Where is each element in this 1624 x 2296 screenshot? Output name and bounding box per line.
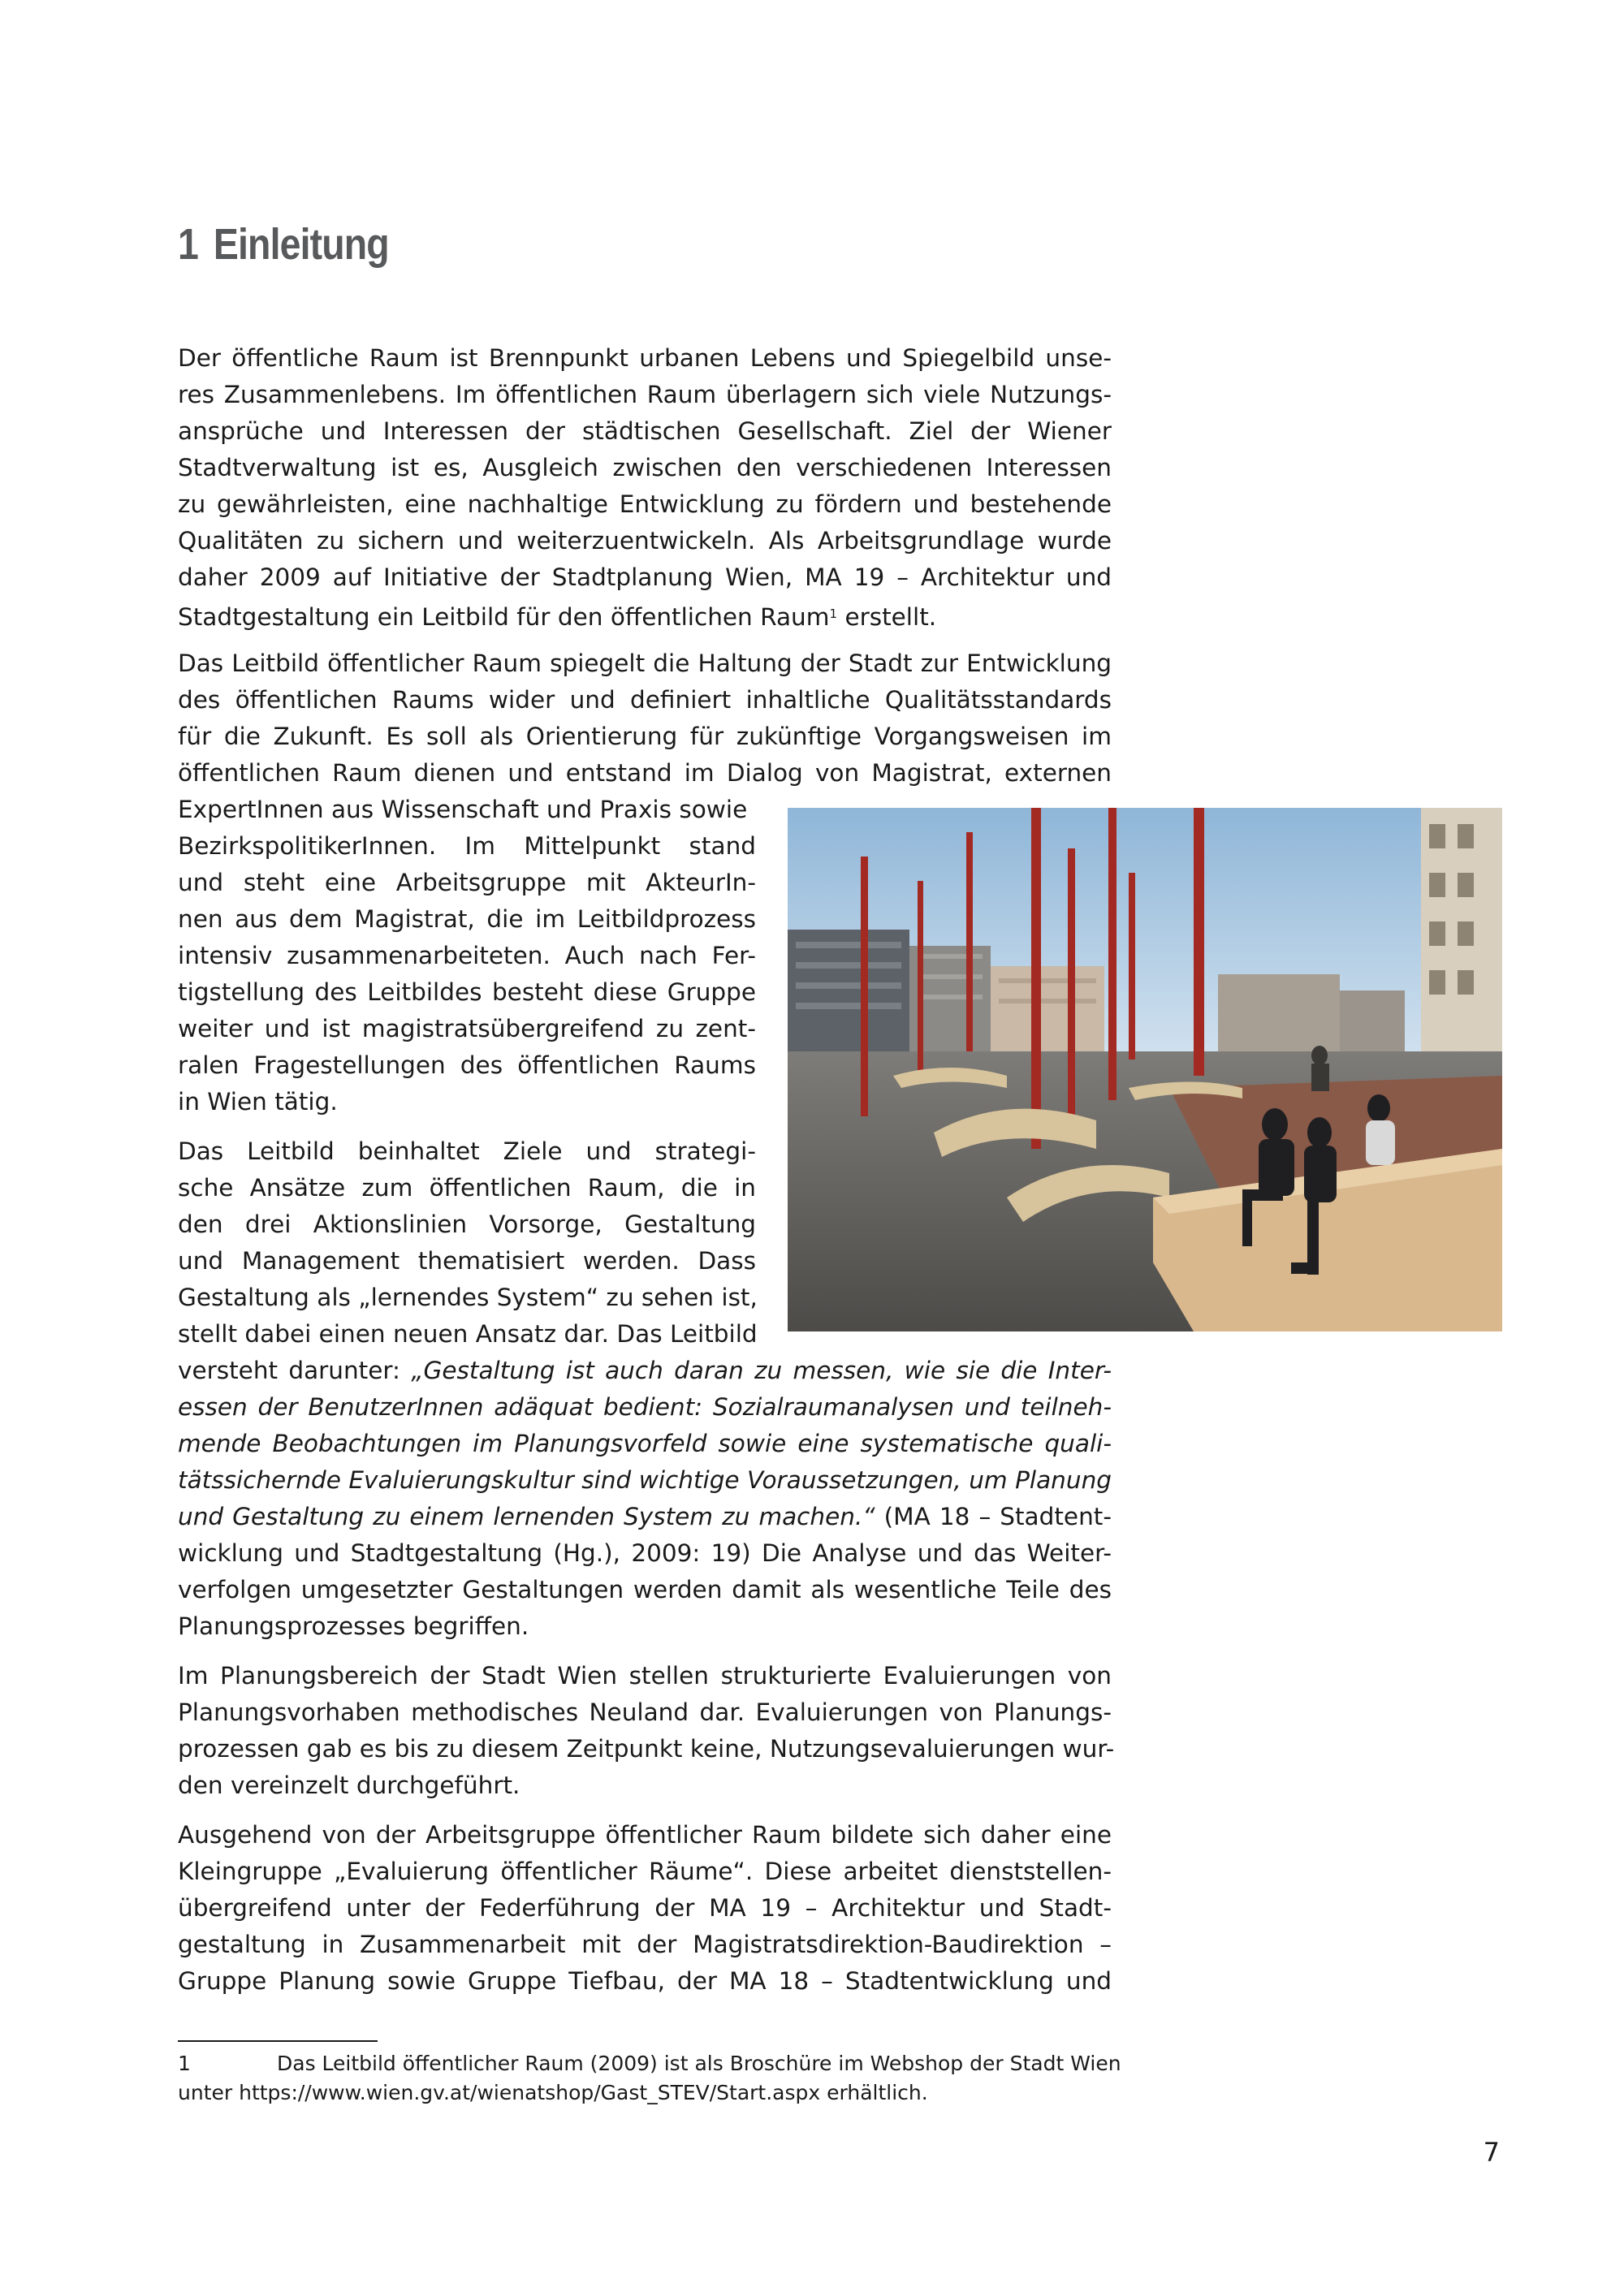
- body-line: weiter und ist magistratsübergreifend zu zent-: [178, 1015, 756, 1042]
- body-line: ralen Fragestellungen des öffentlichen Raums: [178, 1051, 756, 1079]
- body-line: intensiv zusammenarbeiteten. Auch nach Fer-: [178, 942, 756, 969]
- body-line: Das Leitbild beinhaltet Ziele und strategi-: [178, 1137, 756, 1165]
- body-line: Im Planungsbereich der Stadt Wien stellen strukturierte Evaluierungen von: [178, 1662, 1112, 1690]
- body-line: Qualitäten zu sichern und weiterzuentwickeln. Als Arbeitsgrundlage wurde: [178, 527, 1112, 555]
- body-line: daher 2009 auf Initiative der Stadtplanung Wien, MA 19 – Architektur und: [178, 563, 1112, 591]
- body-line: nen aus dem Magistrat, die im Leitbildprozess: [178, 905, 756, 933]
- body-line: sche Ansätze zum öffentlichen Raum, die in: [178, 1174, 756, 1202]
- body-line: [178, 1353, 1112, 1389]
- footnote-separator: [178, 2040, 378, 2042]
- quote-text: und Gestaltung zu einem lernenden System zu machen.“: [178, 1503, 875, 1530]
- body-line: des öffentlichen Raums wider und definiert inhaltliche Qualitätsstandards: [178, 686, 1112, 714]
- quote-line: [178, 1462, 1112, 1499]
- body-line: Planungsprozesses begriffen.: [178, 1612, 529, 1640]
- chapter-number: 1: [178, 220, 198, 269]
- chapter-heading: [178, 219, 389, 270]
- page-number: 7: [1483, 2137, 1500, 2168]
- footnote-text: Das Leitbild öffentlicher Raum (2009) ist als Broschüre im Webshop der Stadt Wien: [277, 2052, 1121, 2075]
- body-text: versteht darunter:: [178, 1357, 412, 1384]
- body-line: und Management thematisiert werden. Dass: [178, 1247, 756, 1275]
- quote-line: [178, 1389, 1112, 1426]
- quote-text: mende Beobachtungen im Planungsvorfeld sowie eine systematische quali-: [178, 1430, 1112, 1457]
- body-line: stellt dabei einen neuen Ansatz dar. Das Leitbild: [178, 1320, 758, 1348]
- body-line: [178, 596, 1112, 632]
- body-line: wicklung und Stadtgestaltung (Hg.), 2009: 19) Die Analyse und das Weiter-: [178, 1539, 1112, 1567]
- body-line: Gruppe Planung sowie Gruppe Tiefbau, der MA 18 – Stadtentwicklung und: [178, 1967, 1112, 1995]
- body-line: den drei Aktionslinien Vorsorge, Gestaltung: [178, 1211, 756, 1238]
- body-line: ansprüche und Interessen der städtischen Gesellschaft. Ziel der Wiener: [178, 417, 1112, 445]
- body-line: Der öffentliche Raum ist Brennpunkt urbanen Lebens und Spiegelbild unse-: [178, 344, 1112, 372]
- body-line: zu gewährleisten, eine nachhaltige Entwicklung zu fördern und bestehende: [178, 490, 1112, 518]
- body-line: ExpertInnen aus Wissenschaft und Praxis sowie: [178, 796, 748, 823]
- body-line: in Wien tätig.: [178, 1088, 338, 1116]
- body-line: Planungsvorhaben methodisches Neuland dar. Evaluierungen von Planungs-: [178, 1698, 1112, 1726]
- photo-public-square: [788, 808, 1502, 1331]
- footnote: [178, 2049, 1121, 2078]
- body-line: übergreifend unter der Federführung der MA 19 – Architektur und Stadt-: [178, 1894, 1112, 1922]
- body-line: prozessen gab es bis zu diesem Zeitpunkt keine, Nutzungsevaluierungen wur-: [178, 1735, 1115, 1763]
- quote-line: [178, 1426, 1112, 1462]
- body-line: BezirkspolitikerInnen. Im Mittelpunkt stand: [178, 832, 756, 860]
- body-line: res Zusammenlebens. Im öffentlichen Raum überlagern sich viele Nutzungs-: [178, 381, 1112, 408]
- quote-text: tätssichernde Evaluierungskultur sind wichtige Voraussetzungen, um Planung: [178, 1466, 1112, 1494]
- body-line: Stadtverwaltung ist es, Ausgleich zwischen den verschiedenen Interessen: [178, 454, 1112, 481]
- body-line: Kleingruppe „Evaluierung öffentlicher Räume“. Diese arbeitet dienststellen-: [178, 1858, 1112, 1885]
- body-line: Gestaltung als „lernendes System“ zu sehen ist,: [178, 1284, 758, 1311]
- quote-text: essen der BenutzerInnen adäquat bedient: Sozialraumanalysen und teilneh-: [178, 1393, 1112, 1421]
- body-line: für die Zukunft. Es soll als Orientierung für zukünftige Vorgangsweisen im: [178, 723, 1112, 750]
- photo-illustration: [788, 808, 1502, 1331]
- citation-text: (MA 18 – Stadtent-: [875, 1503, 1112, 1530]
- body-line: und steht eine Arbeitsgruppe mit AkteurIn-: [178, 869, 756, 896]
- body-line: Das Leitbild öffentlicher Raum spiegelt die Haltung der Stadt zur Entwicklung: [178, 650, 1112, 677]
- body-text: Stadtgestaltung ein Leitbild für den öffentlichen Raum: [178, 603, 830, 631]
- chapter-title: Einleitung: [213, 220, 389, 269]
- footnote-text: unter https://www.wien.gv.at/wienatshop/Gast_STEV/Start.aspx erhältlich.: [178, 2081, 928, 2104]
- body-line: verfolgen umgesetzter Gestaltungen werden damit als wesentliche Teile des: [178, 1576, 1112, 1603]
- body-line: Ausgehend von der Arbeitsgruppe öffentlicher Raum bildete sich daher eine: [178, 1821, 1112, 1849]
- body-line: den vereinzelt durchgeführt.: [178, 1772, 520, 1799]
- body-line: öffentlichen Raum dienen und entstand im Dialog von Magistrat, externen: [178, 759, 1112, 787]
- body-line: tigstellung des Leitbildes besteht diese Gruppe: [178, 978, 756, 1006]
- quote-text: „Gestaltung ist auch daran zu messen, wie sie die Inter-: [411, 1357, 1112, 1384]
- body-text: erstellt.: [844, 603, 937, 631]
- body-line: gestaltung in Zusammenarbeit mit der Magistratsdirektion-Baudirektion –: [178, 1931, 1112, 1958]
- body-line: [178, 1499, 1112, 1535]
- footnote-number: 1: [178, 2052, 191, 2075]
- footnote-reference[interactable]: 1: [829, 606, 838, 621]
